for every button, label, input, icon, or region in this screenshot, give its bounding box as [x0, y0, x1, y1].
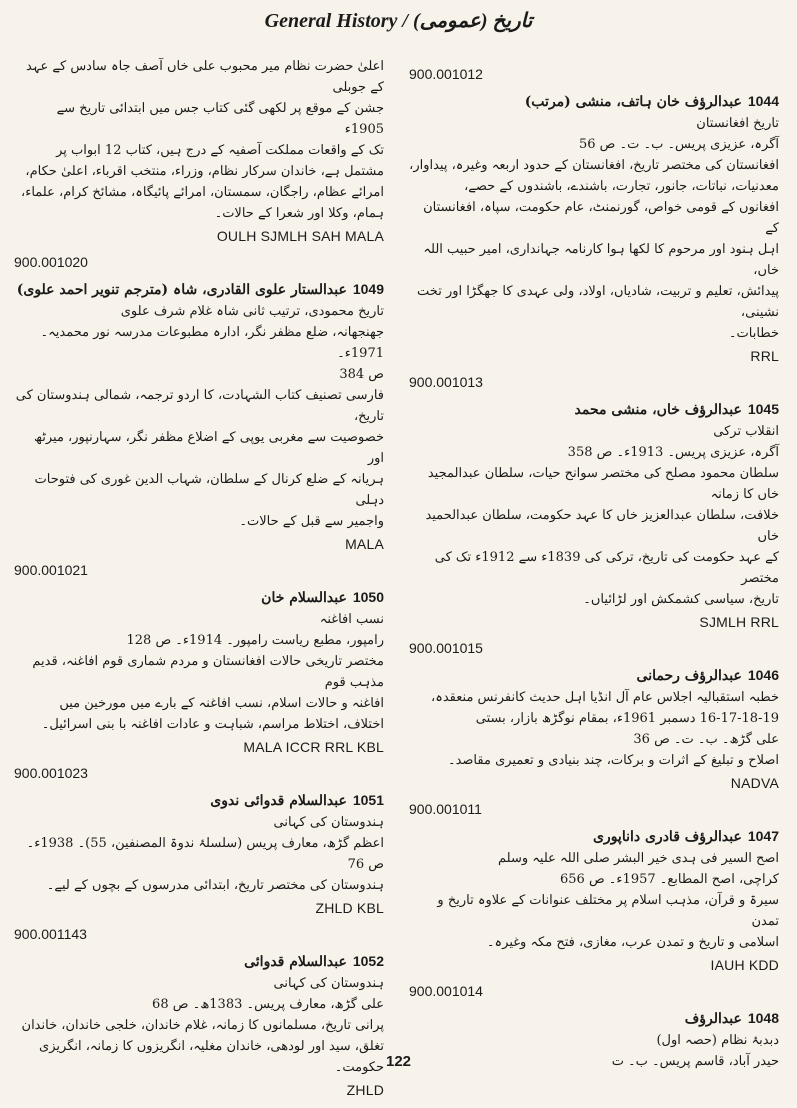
- author-name: عبدالرؤف: [684, 1011, 742, 1027]
- classification-code: 900.001011: [409, 801, 482, 817]
- entry-text-line: ہندوستان کی کہانی: [273, 815, 384, 830]
- entry-text-line: تک کے واقعات مملکت آصفیہ کے درج ہیں، کتاب 12 ابواب پر: [56, 143, 384, 158]
- entry-text-line: اہل ہنود اور مرحوم کا لکھا ہوا کارنامہ جہانداری، امیر حبیب اللہ خاں،: [423, 242, 779, 278]
- entry-text-line: اختلاف، اختلاط مراسم، شباہت و عادات افاغنہ با بنی اسرائیل۔: [41, 717, 384, 732]
- author-name: عبدالستار علوی القادری، شاہ (مترجم تنویر احمد علوی): [16, 282, 347, 298]
- classification-code: 900.001014: [409, 983, 483, 999]
- classification-code: 900.001023: [14, 765, 88, 781]
- entry-text-line: مشتمل ہے، خاندان سرکار نظام، وزراء، منتخب اقرباء، اعلیٰ حکام،: [25, 164, 384, 179]
- entry-number: 1046: [747, 667, 779, 683]
- library-codes: SJMLH RRL: [699, 614, 779, 630]
- author-name: عبدالرؤف خاں، منشی محمد: [574, 402, 742, 418]
- classification-code: 900.001143: [14, 926, 87, 942]
- entry-text-line: رامپور، مطبع ریاست رامپور۔ 1914ء۔ ص 128: [126, 633, 384, 648]
- entry-text-line: سیرۃ و قرآن، مذہب اسلام پر مختلف عنوانات کے علاوہ تاریخ و تمدن: [437, 893, 779, 929]
- classification-code: 900.001015: [409, 640, 483, 656]
- entry-heading: [14, 950, 384, 973]
- author-name: عبدالرؤف قادری داناپوری: [592, 829, 742, 845]
- entry-text-line: 16-17-18-19 دسمبر 1961ء، بمقام نوگڑھ بازار، بستی: [475, 711, 779, 726]
- entry-text-line: اصح السیر فی ہدی خیر البشر صلی اللہ علیہ وسلم: [498, 851, 779, 866]
- entry-heading: [409, 398, 779, 421]
- entry-text-line: اصلاح و تبلیغ کے اثرات و برکات، چند بنیادی و تعمیری مقاصد۔: [447, 753, 779, 768]
- catalog-entry: [409, 801, 779, 973]
- library-codes: RRL: [750, 348, 779, 364]
- classification-code: 900.001020: [14, 254, 88, 270]
- library-codes: IAUH KDD: [710, 957, 779, 973]
- entry-text-line: خطابات۔: [728, 326, 779, 341]
- catalog-entry: [409, 374, 779, 630]
- entry-heading: [14, 586, 384, 609]
- entry-text-line: علی گڑھ، معارف پریس۔ 1383ھ۔ ص 68: [152, 997, 384, 1012]
- catalog-entry: [14, 765, 384, 916]
- catalog-entry: [409, 640, 779, 791]
- library-codes: MALA: [345, 536, 384, 552]
- entry-text-line: خطبہ استقبالیہ اجلاس عام آل انڈیا اہل حدیث کانفرنس منعقدہ،: [431, 690, 779, 705]
- entry-text-line: فارسی تصنیف کتاب الشہادت، کا اردو ترجمہ، شمالی ہندوستان کی تاریخ،: [15, 388, 384, 424]
- entry-text-line: ہندوستان کی کہانی: [273, 976, 384, 991]
- catalog-entry: [14, 254, 384, 552]
- entry-text-line: آگرہ، عزیزی پریس۔ 1913ء۔ ص 358: [567, 445, 779, 460]
- entry-text-line: آگرہ، عزیزی پریس۔ ب۔ ت۔ ص 56: [578, 137, 779, 152]
- author-name: عبدالسلام قدوائی: [244, 954, 347, 970]
- catalog-entry: [14, 562, 384, 755]
- entry-text-line: دبدبۂ نظام (حصہ اول): [656, 1033, 779, 1048]
- entry-number: 1052: [352, 953, 384, 969]
- entry-heading: [409, 1007, 779, 1030]
- entry-heading: [409, 90, 779, 113]
- page-title: General History / (عمومی) تاریخ: [264, 10, 533, 32]
- entry-text-line: واجمیر سے قبل کے حالات۔: [239, 514, 384, 529]
- library-codes: ZHLD KBL: [315, 900, 384, 916]
- entry-text-line: کراچی، اصح المطابع۔ 1957ء۔ ص 656: [560, 872, 779, 887]
- entry-text-line: امرائے عظام، راجگان، سمستان، امرائے پائیگاہ، مشائخ کرام، علماء،: [21, 185, 384, 200]
- library-codes: MALA ICCR RRL KBL: [243, 739, 384, 755]
- entry-number: 1047: [747, 828, 779, 844]
- left-column: [14, 56, 384, 1108]
- author-name: عبدالسلام خان: [261, 590, 347, 606]
- entry-text-line: ص 384: [339, 367, 384, 382]
- entry-heading: [14, 278, 384, 301]
- entry-text-line: سلطان محمود مصلح کی مختصر سوانح حیات، سلطان عبدالمجید خاں کا زمانہ: [427, 466, 779, 502]
- entry-heading: [409, 664, 779, 687]
- entry-text-line: تاریخ افغانستان: [696, 116, 779, 131]
- entry-number: 1049: [352, 281, 384, 297]
- entry-text-line: مختصر تاریخی حالات افغانستان و مردم شماری قوم افاغنہ، قدیم مذہب قوم: [32, 654, 384, 690]
- catalog-entry: [14, 926, 384, 1098]
- entry-text-line: افاغنہ و حالات اسلام، نسب افاغنہ کے بارے میں مورخین میں: [59, 696, 384, 711]
- entry-text-line: افغانستان کی مختصر تاریخ، افغانستان کے حدود اربعہ وغیرہ، پیداوار،: [409, 158, 779, 173]
- author-name: عبدالرؤف خان ہاتف، منشی (مرتب): [524, 94, 742, 110]
- entry-text-line: ہمام، وکلا اور شعرا کے حالات۔: [214, 206, 384, 221]
- entry-text-line: جشن کے موقع پر لکھی گئی کتاب جس میں ابتدائی تاریخ سے 1905ء: [56, 101, 384, 137]
- entry-text-line: ص 76: [347, 857, 384, 872]
- right-column: [409, 56, 779, 1082]
- entry-text-line: خصوصیت سے مغربی یوپی کے اضلاع مظفر نگر، سہارنپور، میرٹھ اور: [34, 430, 384, 466]
- library-codes: OULH SJMLH SAH MALA: [216, 228, 384, 244]
- classification-code: 900.001021: [14, 562, 88, 578]
- entry-text-line: نسب افاغنہ: [319, 612, 384, 627]
- entry-text-line: حیدر آباد، قاسم پریس۔ ب۔ ت: [611, 1054, 779, 1069]
- entry-text-line: انقلاب ترکی: [713, 424, 779, 439]
- entry-number: 1045: [747, 401, 779, 417]
- classification-code: 900.001012: [409, 66, 483, 82]
- entry-text-line: پیدائش، تعلیم و تربیت، شادیاں، اولاد، ولی عہدی کا جھگڑا اور تخت نشینی،: [417, 284, 779, 320]
- catalog-entry: [409, 66, 779, 364]
- entry-text-line: اعلیٰ حضرت نظام میر محبوب علی خاں آصف جاہ سادس کے عہد کے جوبلی: [26, 59, 384, 95]
- entry-heading: [409, 825, 779, 848]
- entry-text-line: افغانوں کے قومی خواص، گورنمنٹ، عام حکومت، سپاہ، افغانستان کے: [423, 200, 779, 236]
- entry-number: 1048: [747, 1010, 779, 1026]
- entry-text-line: پرانی تاریخ، مسلمانوں کا زمانہ، غلام خاندان، خلجی خاندان، خاندان: [21, 1018, 384, 1033]
- page-number: 122: [385, 1053, 412, 1070]
- entry-text-line: جھنجھانہ، ضلع مظفر نگر، ادارہ مطبوعات مدرسہ نور محمدیہ۔ 1971ء۔: [40, 325, 384, 361]
- entry-heading: [14, 789, 384, 812]
- author-name: عبدالسلام قدوائی ندوی: [210, 793, 347, 809]
- classification-code: 900.001013: [409, 374, 483, 390]
- entry-text-line: تاریخ، سیاسی کشمکش اور لڑائیاں۔: [583, 592, 779, 607]
- entry-text-line: معدنیات، نباتات، جانور، تجارت، باشندے، باشندوں کے حصے،: [464, 179, 779, 194]
- entry-text-line: اعظم گڑھ، معارف پریس (سلسلۂ ندوۃ المصنفین، 55)۔ 1938ء۔: [26, 836, 384, 851]
- entry-text-line: علی گڑھ۔ ب۔ ت۔ ص 36: [633, 732, 779, 747]
- entry-text-line: تاریخ محمودی، ترتیب ثانی شاہ غلام شرف علوی: [120, 304, 384, 319]
- entry-number: 1044: [747, 93, 779, 109]
- library-codes: NADVA: [730, 775, 779, 791]
- author-name: عبدالرؤف رحمانی: [636, 668, 742, 684]
- entry-text-line: ہریانہ کے ضلع کرنال کے سلطان، شہاب الدین غوری کی فتوحات دہلی: [34, 472, 384, 508]
- library-codes: ZHLD: [346, 1082, 384, 1098]
- entry-text-line: خلافت، سلطان عبدالعزیز خاں کا عہد حکومت، سلطان عبدالحمید خاں: [425, 508, 779, 544]
- catalog-entry: [14, 56, 384, 244]
- entry-text-line: اسلامی و تاریخ و تمدن عرب، مغازی، فتح مکہ وغیرہ۔: [486, 935, 779, 950]
- entry-number: 1051: [352, 792, 384, 808]
- entry-text-line: کے عہد حکومت کی تاریخ، ترکی کی 1839ء سے 1912ء تک کی مختصر: [434, 550, 779, 586]
- entry-text-line: تغلق، سید اور لودھی، خاندان مغلیہ، انگریزوں کا زمانہ، انگریزی حکومت۔: [39, 1039, 384, 1075]
- entry-number: 1050: [352, 589, 384, 605]
- entry-text-line: ہندوستان کی مختصر تاریخ، ابتدائی مدرسوں کے بچوں کے لیے۔: [46, 878, 384, 893]
